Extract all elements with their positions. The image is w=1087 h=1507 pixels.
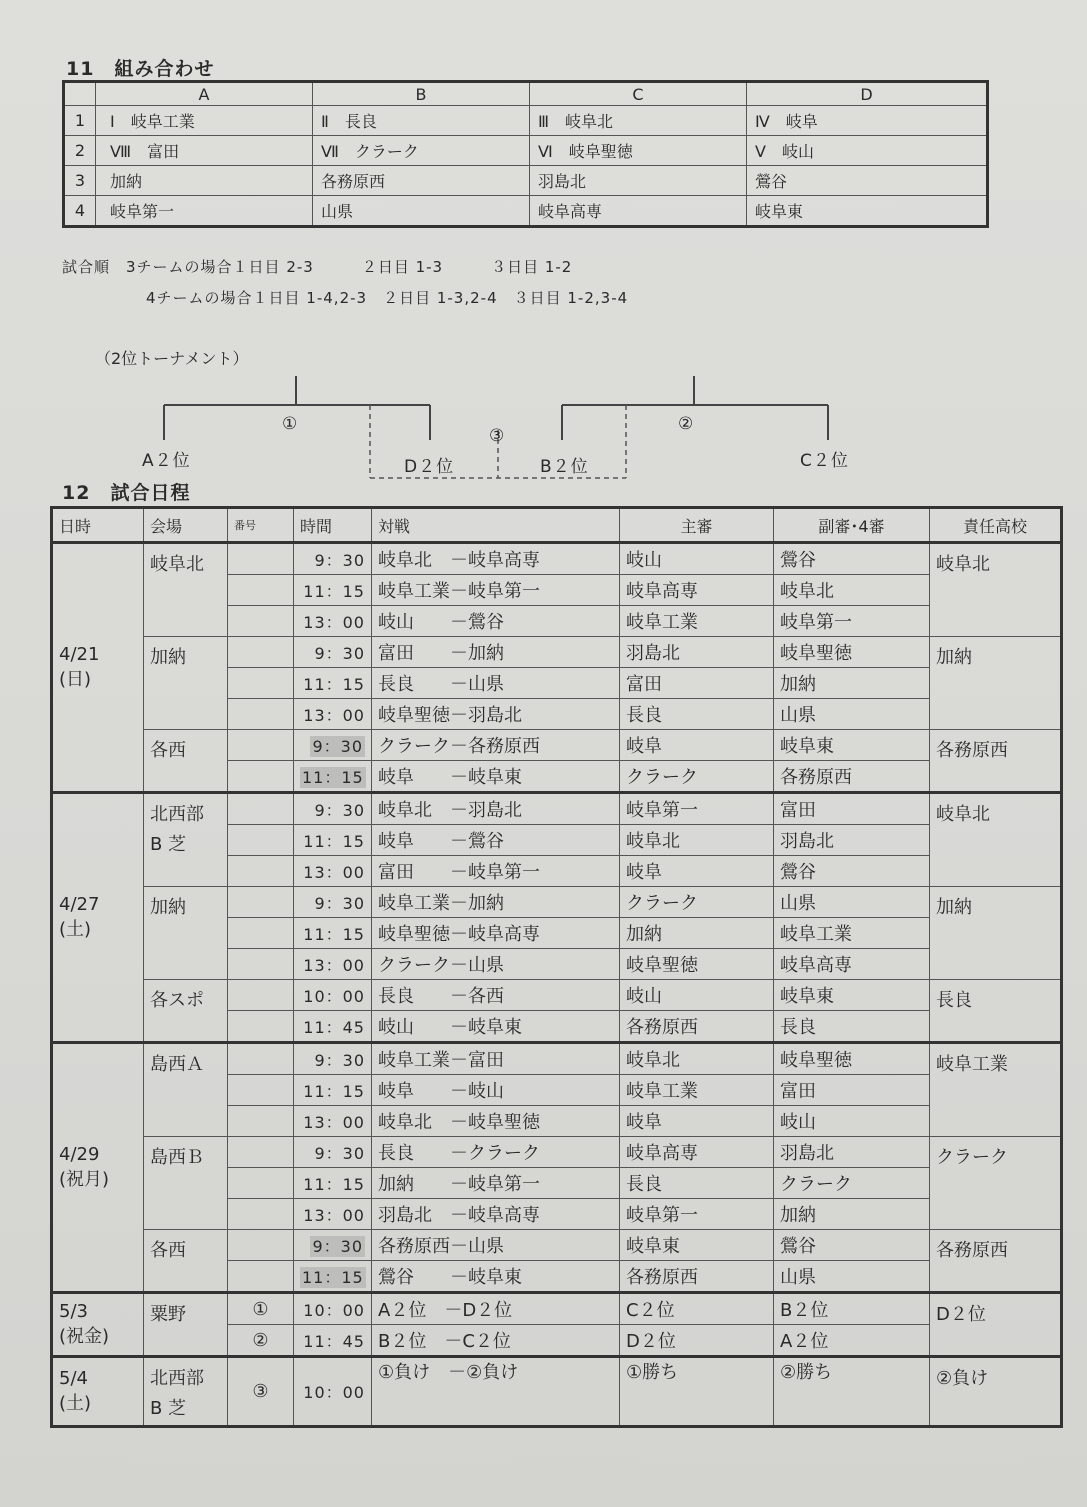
- second-place-bracket: [0, 340, 1087, 490]
- section-12-title: 12 試合日程: [62, 482, 191, 504]
- game-assistant: 富田: [774, 793, 930, 825]
- pairing-cell-b: 山県: [313, 196, 530, 227]
- schedule-venue: [144, 980, 228, 1043]
- pairing-header-row: [64, 82, 988, 106]
- game-assistant: 鶯谷: [774, 856, 930, 887]
- schedule-date: [52, 1293, 144, 1357]
- game-assistant: クラーク: [774, 1168, 930, 1199]
- game-time: [294, 1261, 372, 1293]
- game-time: [294, 668, 372, 699]
- pairing-cell-a: Ⅷ 富田: [96, 136, 313, 166]
- header-venue: 会場: [144, 508, 228, 543]
- header-responsible: 責任高校: [930, 508, 1062, 543]
- game-number: [228, 980, 294, 1011]
- responsible-school: 加納: [930, 887, 1062, 980]
- day-of-week: (土): [59, 919, 92, 940]
- game-match: 岐阜北 －岐阜高専: [372, 543, 620, 575]
- game-referee: 各務原西: [620, 1261, 774, 1293]
- pairing-row: [64, 136, 988, 166]
- schedule-venue: [144, 543, 228, 637]
- game-match: 岐阜工業－加納: [372, 887, 620, 918]
- game-time-value: 13：00: [303, 862, 365, 882]
- game-referee: 岐山: [620, 980, 774, 1011]
- pairing-row-number: 4: [64, 196, 96, 227]
- game-time-value: 11：15: [303, 1174, 365, 1194]
- game-referee: 岐阜工業: [620, 606, 774, 637]
- game-number: [228, 793, 294, 825]
- game-time: [294, 980, 372, 1011]
- pairing-cell-a: 岐阜第一: [96, 196, 313, 227]
- schedule-row: [52, 1357, 1062, 1427]
- game-time-value: 13：00: [303, 955, 365, 975]
- schedule-row: [52, 980, 1062, 1011]
- game-number: [228, 1261, 294, 1293]
- bracket-c2: C２位: [800, 451, 849, 471]
- game-time-value: 13：00: [303, 612, 365, 632]
- game-number: [228, 1199, 294, 1230]
- game-match: 加納 －岐阜第一: [372, 1168, 620, 1199]
- game-match: 岐阜工業－富田: [372, 1043, 620, 1075]
- venue-name: 粟野: [150, 1304, 186, 1325]
- game-assistant: 岐阜北: [774, 575, 930, 606]
- group-b-header: B: [313, 82, 530, 106]
- game-match: 岐阜北 －羽島北: [372, 793, 620, 825]
- venue-name: 島西Ａ: [150, 1054, 204, 1075]
- game-match: 岐阜北 －岐阜聖徳: [372, 1106, 620, 1137]
- game-match: 岐阜工業－岐阜第一: [372, 575, 620, 606]
- schedule-table: [50, 506, 1063, 1428]
- responsible-school: 各務原西: [930, 1230, 1062, 1293]
- bracket-match-1: ①: [282, 414, 299, 434]
- game-assistant: 加納: [774, 668, 930, 699]
- venue-name: 加納: [150, 897, 186, 918]
- game-time: [294, 1293, 372, 1325]
- game-time: [294, 761, 372, 793]
- game-time-value: 9：30: [314, 1143, 365, 1163]
- game-assistant: 山県: [774, 887, 930, 918]
- game-time: [294, 730, 372, 761]
- game-assistant: 各務原西: [774, 761, 930, 793]
- date-value: 4/29: [59, 1144, 100, 1165]
- game-number: [228, 1106, 294, 1137]
- schedule-row: [52, 1043, 1062, 1075]
- game-assistant: 加納: [774, 1199, 930, 1230]
- schedule-row: [52, 887, 1062, 918]
- header-referee: 主審: [620, 508, 774, 543]
- game-time-value: 9：30: [314, 893, 365, 913]
- game-number: [228, 887, 294, 918]
- responsible-school: 岐阜北: [930, 543, 1062, 637]
- game-referee: 羽島北: [620, 637, 774, 668]
- responsible-school: 長良: [930, 980, 1062, 1043]
- game-assistant: 岐阜東: [774, 730, 930, 761]
- header-time: 時間: [294, 508, 372, 543]
- game-number: [228, 699, 294, 730]
- game-match: 岐阜聖徳－岐阜高専: [372, 918, 620, 949]
- game-match: クラーク－山県: [372, 949, 620, 980]
- game-time-value: 11：15: [303, 1081, 365, 1101]
- game-time: [294, 1325, 372, 1357]
- header-match: 対戦: [372, 508, 620, 543]
- header-assistant: 副審･4審: [774, 508, 930, 543]
- game-match: 岐阜 －岐阜東: [372, 761, 620, 793]
- schedule-date: [52, 793, 144, 1043]
- date-value: 5/3: [59, 1301, 88, 1322]
- responsible-school: 各務原西: [930, 730, 1062, 793]
- schedule-row: [52, 730, 1062, 761]
- game-number: ①: [228, 1293, 294, 1325]
- game-match: 岐阜 －鶯谷: [372, 825, 620, 856]
- game-assistant: 富田: [774, 1075, 930, 1106]
- game-assistant: 岐阜工業: [774, 918, 930, 949]
- match-order-3teams: 試合順 3チームの場合１日目 2-3 ２日目 1-3 ３日目 1-2: [62, 258, 573, 276]
- game-assistant: 岐阜高専: [774, 949, 930, 980]
- game-time: [294, 825, 372, 856]
- pairing-cell-b: Ⅶ クラーク: [313, 136, 530, 166]
- venue-name: 北西部 B 芝: [150, 1368, 204, 1419]
- game-number: [228, 543, 294, 575]
- game-time-value: 11：15: [302, 1267, 364, 1287]
- schedule-venue: [144, 730, 228, 793]
- schedule-venue: [144, 1357, 228, 1427]
- responsible-school: ②負け: [930, 1357, 1062, 1427]
- game-assistant: 羽島北: [774, 1137, 930, 1168]
- game-assistant: 岐阜第一: [774, 606, 930, 637]
- game-number: [228, 730, 294, 761]
- schedule-venue: [144, 1137, 228, 1230]
- schedule-row: [52, 543, 1062, 575]
- game-time-value: 11：15: [303, 581, 365, 601]
- pairing-corner: [64, 82, 96, 106]
- responsible-school: クラーク: [930, 1137, 1062, 1230]
- game-match: 羽島北 －岐阜高専: [372, 1199, 620, 1230]
- pairing-cell-a: 加納: [96, 166, 313, 196]
- day-of-week: (土): [59, 1393, 92, 1414]
- header-datetime: 日時: [52, 508, 144, 543]
- game-time: [294, 1043, 372, 1075]
- game-referee: 各務原西: [620, 1011, 774, 1043]
- pairing-row-number: 1: [64, 106, 96, 136]
- game-number: [228, 1043, 294, 1075]
- section-11-title: 11 組み合わせ: [66, 58, 215, 80]
- pairing-cell-b: 各務原西: [313, 166, 530, 196]
- game-time-value: 13：00: [303, 705, 365, 725]
- pairing-table: [62, 80, 989, 228]
- game-number: [228, 1168, 294, 1199]
- game-time: [294, 918, 372, 949]
- pairing-cell-b: Ⅱ 長良: [313, 106, 530, 136]
- game-referee: 岐阜高専: [620, 575, 774, 606]
- game-number: [228, 949, 294, 980]
- game-time: [294, 856, 372, 887]
- game-time-value: 11：15: [303, 924, 365, 944]
- game-number: ②: [228, 1325, 294, 1357]
- game-time: [294, 1168, 372, 1199]
- game-assistant: 羽島北: [774, 825, 930, 856]
- day-of-week: (祝金): [59, 1326, 110, 1347]
- pairing-cell-d: 鶯谷: [747, 166, 988, 196]
- game-number: [228, 918, 294, 949]
- game-match: A２位 －D２位: [372, 1293, 620, 1325]
- game-match: 鶯谷 －岐阜東: [372, 1261, 620, 1293]
- game-referee: クラーク: [620, 761, 774, 793]
- game-time: [294, 887, 372, 918]
- game-time-value: 13：00: [303, 1205, 365, 1225]
- game-time: [294, 949, 372, 980]
- game-referee: 加納: [620, 918, 774, 949]
- game-assistant: 岐阜聖徳: [774, 1043, 930, 1075]
- schedule-date: [52, 543, 144, 793]
- game-referee: 岐阜: [620, 730, 774, 761]
- schedule-venue: [144, 1230, 228, 1293]
- game-time: [294, 1075, 372, 1106]
- game-time-value: 9：30: [312, 1236, 363, 1256]
- game-time: [294, 575, 372, 606]
- group-c-header: C: [530, 82, 747, 106]
- game-match: B２位 －C２位: [372, 1325, 620, 1357]
- game-time-value: 10：00: [303, 1383, 365, 1402]
- game-time-value: 11：15: [303, 831, 365, 851]
- game-assistant: 山県: [774, 699, 930, 730]
- game-match: ①負け －②負け: [372, 1357, 620, 1427]
- group-a-header: A: [96, 82, 313, 106]
- game-time: [294, 1137, 372, 1168]
- venue-name: 岐阜北: [150, 554, 204, 575]
- venue-name: 各スポ: [150, 990, 204, 1011]
- venue-name: 各西: [150, 1240, 186, 1261]
- venue-name: 加納: [150, 647, 186, 668]
- bracket-a2: A２位: [142, 451, 191, 471]
- game-match: 岐山 －岐阜東: [372, 1011, 620, 1043]
- game-match: 岐阜 －岐山: [372, 1075, 620, 1106]
- venue-name: 島西Ｂ: [150, 1147, 204, 1168]
- game-time: [294, 543, 372, 575]
- pairing-row: [64, 196, 988, 227]
- group-d-header: D: [747, 82, 988, 106]
- pairing-cell-d: Ⅴ 岐山: [747, 136, 988, 166]
- header-number: 番号: [228, 508, 294, 543]
- game-assistant: B２位: [774, 1293, 930, 1325]
- game-number: [228, 856, 294, 887]
- game-referee: 岐阜第一: [620, 1199, 774, 1230]
- game-time: [294, 637, 372, 668]
- game-assistant: 岐阜聖徳: [774, 637, 930, 668]
- game-referee: 岐阜北: [620, 825, 774, 856]
- game-time-value: 11：45: [303, 1017, 365, 1037]
- game-match: クラーク－各務原西: [372, 730, 620, 761]
- game-match: 長良 －山県: [372, 668, 620, 699]
- pairing-row: [64, 166, 988, 196]
- game-time-value: 9：30: [314, 643, 365, 663]
- game-referee: 長良: [620, 699, 774, 730]
- game-referee: 岐阜工業: [620, 1075, 774, 1106]
- game-time-value: 9：30: [314, 1050, 365, 1070]
- game-match: 長良 －クラーク: [372, 1137, 620, 1168]
- responsible-school: 岐阜工業: [930, 1043, 1062, 1137]
- game-referee: C２位: [620, 1293, 774, 1325]
- pairing-cell-c: 岐阜高専: [530, 196, 747, 227]
- date-value: 4/27: [59, 894, 100, 915]
- game-number: [228, 1075, 294, 1106]
- schedule-header-row: [52, 508, 1062, 543]
- pairing-row-number: 2: [64, 136, 96, 166]
- game-referee: 岐阜聖徳: [620, 949, 774, 980]
- game-match: 富田 －岐阜第一: [372, 856, 620, 887]
- schedule-date: [52, 1357, 144, 1427]
- game-match: 岐阜聖徳－羽島北: [372, 699, 620, 730]
- pairing-cell-d: Ⅳ 岐阜: [747, 106, 988, 136]
- game-match: 長良 －各西: [372, 980, 620, 1011]
- schedule-row: [52, 1293, 1062, 1325]
- game-number: [228, 575, 294, 606]
- schedule-venue: [144, 793, 228, 887]
- game-time-value: 9：30: [312, 736, 363, 756]
- day-of-week: (祝月): [59, 1169, 110, 1190]
- game-time: [294, 1011, 372, 1043]
- date-value: 5/4: [59, 1368, 88, 1389]
- game-referee: 岐山: [620, 543, 774, 575]
- game-referee: 岐阜東: [620, 1230, 774, 1261]
- bracket-match-3: ③: [489, 426, 506, 446]
- game-time-value: 9：30: [314, 550, 365, 570]
- game-time-value: 11：15: [303, 674, 365, 694]
- schedule-venue: [144, 1293, 228, 1357]
- game-referee: 岐阜高専: [620, 1137, 774, 1168]
- schedule-row: [52, 1137, 1062, 1168]
- match-order-4teams: 4チームの場合１日目 1-4,2-3 ２日目 1-3,2-4 ３日目 1-2,3-4: [146, 289, 629, 307]
- game-number: [228, 606, 294, 637]
- game-referee: 岐阜北: [620, 1043, 774, 1075]
- pairing-row-number: 3: [64, 166, 96, 196]
- bracket-d2: D２位: [404, 457, 455, 477]
- bracket-title: （2位トーナメント）: [95, 349, 249, 368]
- game-time: [294, 793, 372, 825]
- game-number: [228, 1230, 294, 1261]
- game-number: [228, 761, 294, 793]
- game-assistant: 岐山: [774, 1106, 930, 1137]
- bracket-match-2: ②: [678, 414, 695, 434]
- game-assistant: 鶯谷: [774, 543, 930, 575]
- game-number: [228, 1137, 294, 1168]
- pairing-cell-c: Ⅵ 岐阜聖徳: [530, 136, 747, 166]
- game-referee: クラーク: [620, 887, 774, 918]
- schedule-venue: [144, 887, 228, 980]
- game-time-value: 11：15: [302, 767, 364, 787]
- game-assistant: 岐阜東: [774, 980, 930, 1011]
- responsible-school: D２位: [930, 1293, 1062, 1357]
- game-number: [228, 825, 294, 856]
- game-number: [228, 668, 294, 699]
- day-of-week: (日): [59, 669, 92, 690]
- game-referee: ①勝ち: [620, 1357, 774, 1427]
- game-number: ③: [228, 1357, 294, 1427]
- game-time: [294, 1357, 372, 1427]
- venue-name: 北西部 B 芝: [150, 804, 204, 855]
- game-assistant: 鶯谷: [774, 1230, 930, 1261]
- game-match: 岐山 －鶯谷: [372, 606, 620, 637]
- game-referee: D２位: [620, 1325, 774, 1357]
- schedule-venue: [144, 637, 228, 730]
- game-number: [228, 1011, 294, 1043]
- game-time: [294, 1230, 372, 1261]
- game-referee: 岐阜: [620, 1106, 774, 1137]
- game-time-value: 9：30: [314, 800, 365, 820]
- game-referee: 岐阜: [620, 856, 774, 887]
- game-assistant: A２位: [774, 1325, 930, 1357]
- bracket-b2: B２位: [540, 457, 589, 477]
- game-assistant: 長良: [774, 1011, 930, 1043]
- schedule-venue: [144, 1043, 228, 1137]
- pairing-cell-c: 羽島北: [530, 166, 747, 196]
- game-match: 富田 －加納: [372, 637, 620, 668]
- game-time: [294, 606, 372, 637]
- pairing-cell-d: 岐阜東: [747, 196, 988, 227]
- game-time-value: 10：00: [303, 986, 365, 1006]
- game-referee: 岐阜第一: [620, 793, 774, 825]
- schedule-row: [52, 637, 1062, 668]
- game-assistant: 山県: [774, 1261, 930, 1293]
- game-number: [228, 637, 294, 668]
- schedule-row: [52, 793, 1062, 825]
- game-time-value: 13：00: [303, 1112, 365, 1132]
- game-referee: 富田: [620, 668, 774, 699]
- schedule-date: [52, 1043, 144, 1293]
- venue-name: 各西: [150, 740, 186, 761]
- game-match: 各務原西－山県: [372, 1230, 620, 1261]
- game-time-value: 11：45: [303, 1331, 365, 1351]
- responsible-school: 岐阜北: [930, 793, 1062, 887]
- game-time-value: 10：00: [303, 1300, 365, 1320]
- game-time: [294, 699, 372, 730]
- responsible-school: 加納: [930, 637, 1062, 730]
- pairing-row: [64, 106, 988, 136]
- schedule-row: [52, 1230, 1062, 1261]
- game-time: [294, 1106, 372, 1137]
- game-referee: 長良: [620, 1168, 774, 1199]
- pairing-cell-a: Ⅰ 岐阜工業: [96, 106, 313, 136]
- game-assistant: ②勝ち: [774, 1357, 930, 1427]
- pairing-cell-c: Ⅲ 岐阜北: [530, 106, 747, 136]
- game-time: [294, 1199, 372, 1230]
- date-value: 4/21: [59, 644, 100, 665]
